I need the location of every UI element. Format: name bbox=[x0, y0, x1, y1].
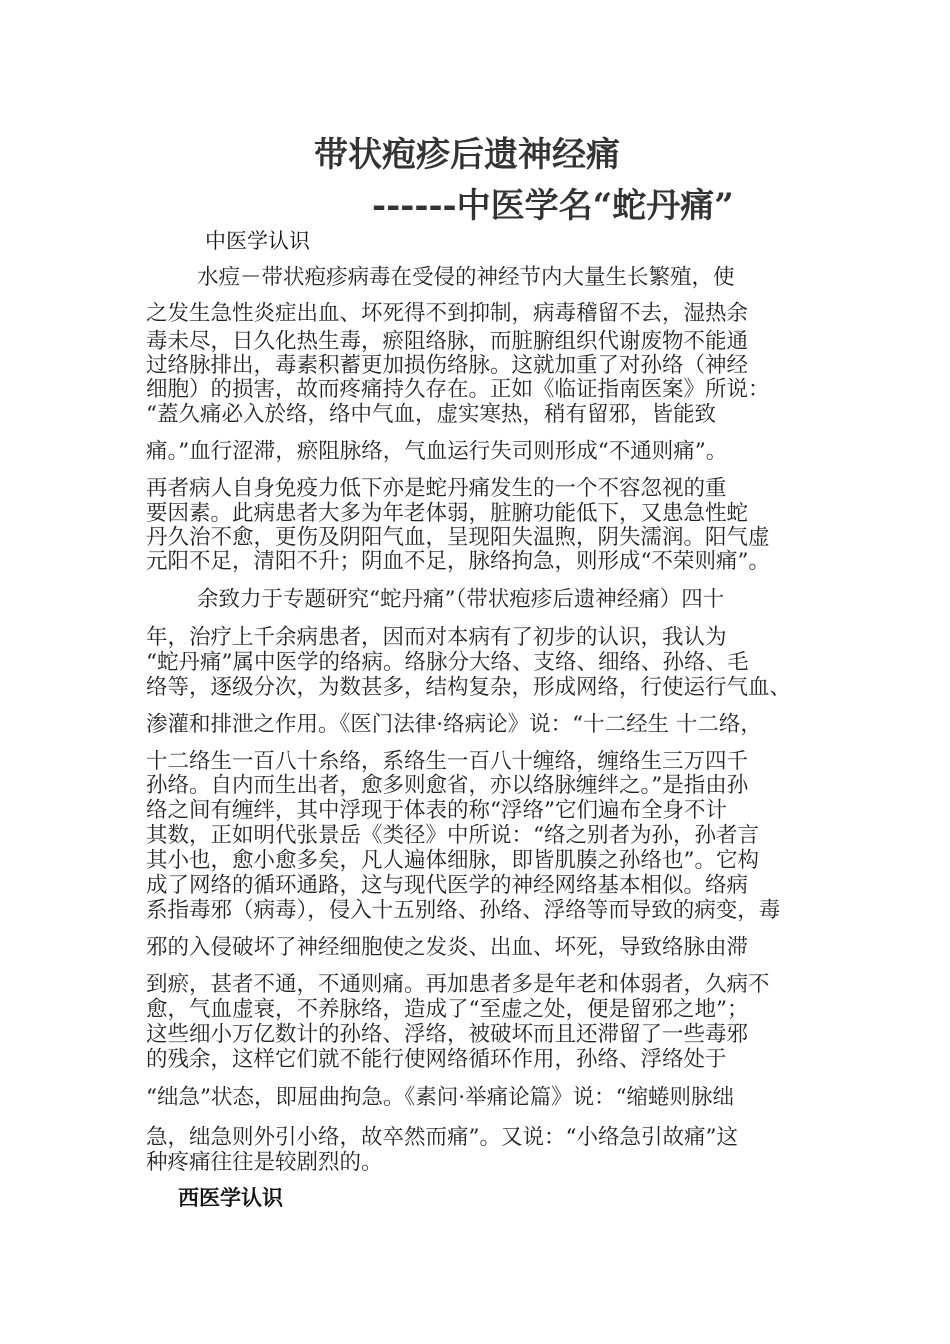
text-line: 水痘－带状疱疹病毒在受侵的神经节内大量生长繁殖，使 bbox=[197, 265, 735, 290]
text-line: 元阳不足，清阳不升；阴血不足，脉络拘急，则形成“不荣则痛”。 bbox=[146, 549, 770, 574]
text-line: 系指毒邪（病毒），侵入十五别络、孙络、浮络等而导致的病变，毒 bbox=[146, 898, 781, 923]
text-line: 渗灌和排泄之作用。《医门法律·络病论》说：“十二经生 十二络， bbox=[146, 712, 762, 737]
text-line: “绌急”状态，即屈曲拘急。《素问·举痛论篇》说：“缩蜷则脉绌 bbox=[146, 1085, 735, 1110]
text-line: 之发生急性炎症出血、坏死得不到抑制，病毒稽留不去，湿热余 bbox=[146, 301, 749, 326]
text-line: 络等，逐级分次，为数甚多，结构复杂，形成网络，行使运行气血、 bbox=[146, 675, 792, 700]
section-heading-western: 西医学认识 bbox=[178, 1185, 283, 1210]
document-subtitle: ------中医学名“蛇丹痛” bbox=[372, 186, 734, 226]
text-line: “蛇丹痛”属中医学的络病。络脉分大络、支络、细络、孙络、毛 bbox=[146, 650, 749, 675]
text-line: 再者病人自身免疫力低下亦是蛇丹痛发生的一个不容忽视的重 bbox=[146, 476, 727, 501]
text-line: 的残余，这样它们就不能行使网络循环作用，孙络、浮络处于 bbox=[146, 1047, 727, 1072]
text-line: 要因素。此病患者大多为年老体弱，脏腑功能低下，又患急性蛇 bbox=[146, 501, 749, 526]
text-line: 急，绌急则外引小络，故卒然而痛”。又说：“小络急引故痛”这 bbox=[146, 1125, 738, 1150]
section-heading-tcm: 中医学认识 bbox=[205, 229, 310, 253]
text-line: 孙络。自内而生出者，愈多则愈省，亦以络脉缠绊之。”是指由孙 bbox=[146, 773, 749, 798]
text-line: 痛。”血行涩滞，瘀阻脉络，气血运行失司则形成“不通则痛”。 bbox=[146, 439, 728, 464]
text-line: 细胞）的损害，故而疼痛持久存在。正如《临证指南医案》所说： bbox=[146, 377, 770, 402]
text-line: 到瘀，甚者不通，不通则痛。再加患者多是年老和体弱者，久病不 bbox=[146, 972, 770, 997]
text-line: 种疼痛往往是较剧烈的。 bbox=[146, 1150, 383, 1175]
text-line: 余致力于专题研究“蛇丹痛”（带状疱疹后遗神经痛）四十 bbox=[197, 587, 725, 612]
text-line: 络之间有缠绊，其中浮现于体表的称“浮络”它们遍布全身不计 bbox=[146, 798, 727, 823]
text-line: 毒未尽，日久化热生毒，瘀阻络脉，而脏腑组织代谢废物不能通 bbox=[146, 329, 749, 354]
text-line: 愈，气血虚衰，不养脉络，造成了“至虚之处，便是留邪之地”； bbox=[146, 997, 749, 1022]
text-line: “蓋久痛必入於络，络中气血，虚实寒热，稍有留邪，皆能致 bbox=[146, 402, 716, 427]
text-line: 过络脉排出，毒素积蓄更加损伤络脉。这就加重了对孙络（神经 bbox=[146, 353, 749, 378]
text-line: 其小也，愈小愈多矣，凡人遍体细脉，即皆肌腠之孙络也”。它构 bbox=[146, 848, 759, 873]
document-title: 带状疱疹后遗神经痛 bbox=[314, 135, 620, 175]
text-line: 丹久治不愈，更伤及阴阳气血，呈现阳失温煦，阴失濡润。阳气虚 bbox=[146, 525, 770, 550]
text-line: 成了网络的循环通路，这与现代医学的神经网络基本相似。络病 bbox=[146, 873, 749, 898]
text-line: 年，治疗上千余病患者，因而对本病有了初步的认识，我认为 bbox=[146, 625, 727, 650]
text-line: 十二络生一百八十糸络，系络生一百八十缠络，缠络生三万四千 bbox=[146, 749, 749, 774]
text-line: 这些细小万亿数计的孙络、浮络，被破坏而且还滞留了一些毒邪 bbox=[146, 1022, 749, 1047]
text-line: 其数，正如明代张景岳《类径》中所说：“络之别者为孙，孙者言 bbox=[146, 823, 759, 848]
text-line: 邪的入侵破坏了神经细胞使之发炎、出血、坏死，导致络脉由滞 bbox=[146, 935, 749, 960]
